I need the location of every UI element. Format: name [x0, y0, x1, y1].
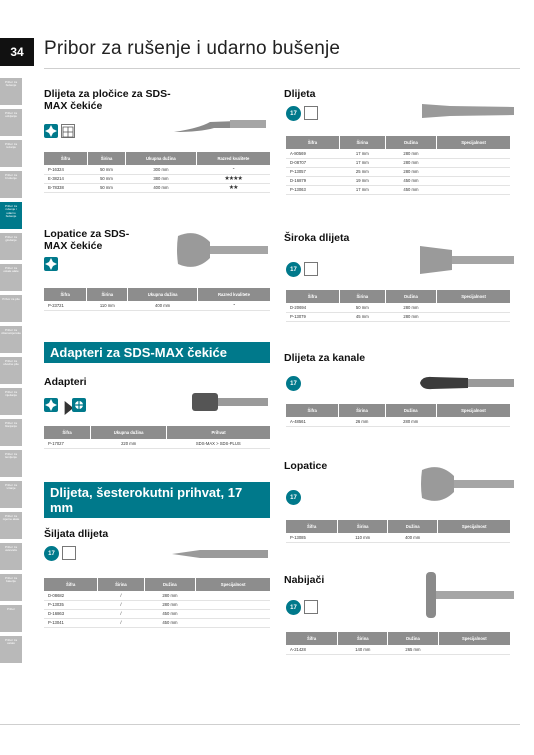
table-header-cell: Širina: [338, 632, 388, 645]
hex-17-icon: 17: [286, 262, 301, 277]
table-row: [44, 591, 270, 600]
table-cell: 280 mm: [385, 417, 436, 426]
table-cell: P-17027: [44, 439, 91, 448]
table-cell: 280 mm: [385, 149, 436, 158]
table-cell: 280 mm: [144, 591, 196, 600]
table-header-cell: Specijalnost: [438, 632, 510, 645]
chisel-image: [420, 100, 516, 122]
sidebar-tab[interactable]: Pribor za blanjanje: [0, 419, 22, 446]
section-title-channel: Dlijeta za kanale: [284, 352, 366, 364]
table-cell: 280 mm: [144, 600, 196, 609]
pointed-table: [44, 578, 270, 628]
table-row: [286, 167, 510, 176]
table-cell: 50 mm: [88, 165, 126, 174]
table-cell: 110 mm: [87, 301, 128, 310]
table-cell: /: [98, 618, 144, 627]
sidebar-tab[interactable]: Pribor za vrtanje: [0, 481, 22, 508]
table-row: [286, 645, 510, 654]
tampers-table: [286, 632, 510, 655]
table-cell: D-16879: [286, 176, 339, 185]
table-row: [44, 618, 270, 627]
concrete-icon: [304, 106, 318, 120]
header-divider: [44, 68, 520, 69]
table-cell: 450 mm: [144, 618, 196, 627]
page-title: Pribor za rušenje i udarno bušenje: [44, 38, 341, 59]
table-row: [44, 183, 270, 192]
table-cell: [196, 618, 270, 627]
table-cell: A-80569: [286, 149, 339, 158]
table-header-cell: Ukupna dužina: [128, 288, 198, 301]
table-header-cell: Dužina: [144, 578, 196, 591]
sidebar-tab[interactable]: Pribor za baterije: [0, 574, 22, 601]
table-header-cell: Šifra: [286, 404, 339, 417]
table-cell: 450 mm: [385, 185, 436, 194]
sidebar-tab[interactable]: Pribor za ostalo: [0, 636, 22, 663]
table-cell: A-21428: [286, 645, 338, 654]
table-row: [286, 176, 510, 185]
table-header-cell: Dužina: [385, 404, 436, 417]
table-cell: P-13041: [44, 618, 98, 627]
table-row: [286, 417, 510, 426]
table-cell: 17 mm: [339, 158, 385, 167]
tamper-icon: [304, 600, 318, 614]
table-cell: 110 mm: [338, 533, 388, 542]
table-header-cell: Specijalnost: [437, 136, 510, 149]
table-cell: D-20694: [286, 303, 339, 312]
table-header-cell: Dužina: [388, 520, 438, 533]
table-cell: 26 mm: [339, 417, 385, 426]
table-header-cell: Dužina: [385, 290, 436, 303]
table-cell: /: [98, 591, 144, 600]
table-header-cell: Dužina: [385, 136, 436, 149]
pointed-chisel-image: [170, 546, 270, 562]
table-cell: P-16324: [44, 165, 88, 174]
sidebar-tab[interactable]: Pribor za ubodne pile: [0, 357, 22, 384]
table-row: [44, 165, 270, 174]
table-cell: 50 mm: [88, 174, 126, 183]
table-cell: [196, 600, 270, 609]
table-cell: [437, 167, 510, 176]
section-title-spades-sdsmax: Lopatice za SDS-MAX čekiće: [44, 228, 130, 252]
table-cell: 280 mm: [385, 303, 436, 312]
sds-plus-icon: [72, 398, 86, 412]
table-row: [286, 312, 510, 321]
spade-image: [418, 462, 516, 506]
sidebar-tab[interactable]: Pribor za višenamjenske: [0, 326, 22, 353]
table-cell: 280 mm: [385, 312, 436, 321]
sds-max-icon: [44, 398, 58, 412]
hex-17-icon: 17: [44, 546, 59, 561]
table-cell: [437, 185, 510, 194]
page-number: 34: [0, 38, 34, 66]
table-cell: D-08682: [44, 591, 98, 600]
sidebar-tab[interactable]: Pribor za pile: [0, 295, 22, 322]
sidebar-tab[interactable]: Pribor za usisivače: [0, 543, 22, 570]
table-cell: -: [196, 165, 270, 174]
table-cell: 50 mm: [339, 303, 385, 312]
table-cell: SDS-MAX > SDS-PLUS: [167, 439, 270, 448]
table-cell: 380 mm: [126, 174, 197, 183]
table-cell: 400 mm: [126, 183, 197, 192]
table-header-cell: Specijalnost: [196, 578, 270, 591]
table-header-cell: Ukupna dužina: [126, 152, 197, 165]
table-cell: 300 mm: [126, 165, 197, 174]
hex-17-icon: 17: [286, 600, 301, 615]
table-cell: P-13063: [286, 185, 339, 194]
adapters-table: [44, 426, 270, 449]
sidebar-tab[interactable]: Pribor za odvijanje: [0, 109, 22, 136]
banner-hex-chisels: Dlijeta, šesterokutni prihvat, 17 mm: [44, 482, 270, 518]
table-header-cell: Širina: [339, 404, 385, 417]
table-cell: ★★: [196, 183, 270, 192]
table-header-cell: Specijalnost: [436, 404, 510, 417]
table-cell: [437, 158, 510, 167]
table-cell: 400 mm: [128, 301, 198, 310]
table-cell: [437, 303, 510, 312]
table-cell: A-48561: [286, 417, 339, 426]
table-header-cell: Prihvat: [167, 426, 270, 439]
table-cell: 280 mm: [385, 158, 436, 167]
table-cell: B-78338: [44, 183, 88, 192]
section-title-pointed: Šiljata dlijeta: [44, 528, 109, 540]
table-cell: E-38214: [44, 174, 88, 183]
table-cell: 45 mm: [339, 312, 385, 321]
tile-icon: [61, 124, 75, 138]
table-cell: /: [98, 600, 144, 609]
table-header-cell: Širina: [339, 136, 385, 149]
table-cell: [437, 176, 510, 185]
table-cell: 450 mm: [144, 609, 196, 618]
channel-table: [286, 404, 510, 427]
sds-max-icon: [44, 257, 58, 271]
table-header-cell: Širina: [88, 152, 126, 165]
sidebar-tab[interactable]: Pribor za ostale alate: [0, 264, 22, 291]
table-cell: [437, 312, 510, 321]
table-row: [286, 303, 510, 312]
table-cell: P-23721: [44, 301, 87, 310]
table-row: [286, 185, 510, 194]
adapter-image: [190, 390, 270, 414]
section-title-tampers: Nabijači: [284, 574, 325, 586]
section-title-tile-chisels: Dlijeta za pločice za SDS-MAX čekiće: [44, 88, 171, 112]
sidebar-tab[interactable]: Pribor: [0, 605, 22, 632]
table-cell: -: [197, 301, 270, 310]
spades-sdsmax-table: [44, 288, 270, 311]
table-header-cell: Šifra: [286, 520, 338, 533]
table-cell: [437, 149, 510, 158]
hex-17-icon: 17: [286, 376, 301, 391]
table-header-cell: Širina: [98, 578, 144, 591]
table-cell: P-13035: [44, 600, 98, 609]
sidebar-tab[interactable]: Pribor za glodanje: [0, 233, 22, 260]
section-title-chisels: Dlijeta: [284, 88, 316, 100]
table-cell: 265 mm: [388, 645, 438, 654]
table-header-cell: Šifra: [286, 290, 339, 303]
table-cell: P-13085: [286, 533, 338, 542]
sidebar-tab[interactable]: Pribor za brušenje: [0, 171, 22, 198]
chisels-table: [286, 136, 510, 195]
table-cell: P-13057: [286, 167, 339, 176]
footer-divider: [0, 724, 520, 725]
tile-icon: [304, 262, 318, 276]
hex-17-icon: 17: [286, 106, 301, 121]
table-cell: 450 mm: [385, 176, 436, 185]
table-header-cell: Širina: [339, 290, 385, 303]
table-row: [44, 301, 270, 310]
table-cell: 19 mm: [339, 176, 385, 185]
section-title-spades: Lopatice: [284, 460, 328, 472]
table-cell: 25 mm: [339, 167, 385, 176]
table-cell: 280 mm: [385, 167, 436, 176]
table-cell: 140 mm: [338, 645, 388, 654]
table-header-cell: Šifra: [44, 426, 91, 439]
sidebar-tab[interactable]: Pribor za lemljenje: [0, 450, 22, 477]
table-cell: [438, 533, 510, 542]
table-header-cell: Specijalnost: [437, 290, 510, 303]
tile-chisel-image: [170, 112, 270, 136]
table-row: [44, 600, 270, 609]
table-cell: /: [98, 609, 144, 618]
sidebar-tab[interactable]: Pribor za mjerne alate: [0, 512, 22, 539]
concrete-icon: [62, 546, 76, 560]
banner-adapters: Adapteri za SDS-MAX čekiće: [44, 342, 270, 363]
table-header-cell: Ukupna dužina: [91, 426, 167, 439]
sidebar-tab[interactable]: Pribor za rušenje i udarno bušenje: [0, 202, 22, 229]
table-cell: D-16863: [44, 609, 98, 618]
sidebar-tab[interactable]: Pribor za mješanje: [0, 388, 22, 415]
tamper-image: [424, 570, 516, 620]
sidebar-tab[interactable]: Pribor za bušenje: [0, 78, 22, 105]
section-title-adapters: Adapteri: [44, 376, 87, 388]
wide-chisels-table: [286, 290, 510, 322]
table-header-cell: Šifra: [286, 136, 339, 149]
table-row: [286, 158, 510, 167]
sds-max-icon: [44, 124, 58, 138]
table-cell: [438, 645, 510, 654]
table-header-cell: Širina: [87, 288, 128, 301]
table-row: [44, 609, 270, 618]
table-header-cell: Šifra: [44, 288, 87, 301]
table-cell: [196, 591, 270, 600]
table-header-cell: Razred kvalitete: [197, 288, 270, 301]
table-cell: [196, 609, 270, 618]
spades-table: [286, 520, 510, 543]
table-row: [286, 149, 510, 158]
spade-image: [174, 228, 270, 272]
table-cell: D-08707: [286, 158, 339, 167]
table-row: [286, 533, 510, 542]
table-row: [44, 439, 270, 448]
table-row: [44, 174, 270, 183]
table-cell: 220 mm: [91, 439, 167, 448]
sidebar-tab[interactable]: Pribor za rezanje: [0, 140, 22, 167]
table-header-cell: Širina: [338, 520, 388, 533]
wide-chisel-image: [418, 244, 516, 276]
table-header-cell: Specijalnost: [438, 520, 510, 533]
table-header-cell: Dužina: [388, 632, 438, 645]
table-cell: 50 mm: [88, 183, 126, 192]
table-header-cell: Šifra: [44, 578, 98, 591]
hex-17-icon: 17: [286, 490, 301, 505]
section-title-wide: Široka dlijeta: [284, 232, 350, 244]
table-cell: ★★★★: [196, 174, 270, 183]
table-cell: 17 mm: [339, 149, 385, 158]
table-header-cell: Šifra: [286, 632, 338, 645]
table-header-cell: Šifra: [44, 152, 88, 165]
channel-chisel-image: [418, 374, 516, 392]
table-cell: [436, 417, 510, 426]
table-cell: P-13079: [286, 312, 339, 321]
table-cell: 400 mm: [388, 533, 438, 542]
tile-chisels-table: [44, 152, 270, 193]
table-header-cell: Razred kvalitete: [196, 152, 270, 165]
table-cell: 17 mm: [339, 185, 385, 194]
